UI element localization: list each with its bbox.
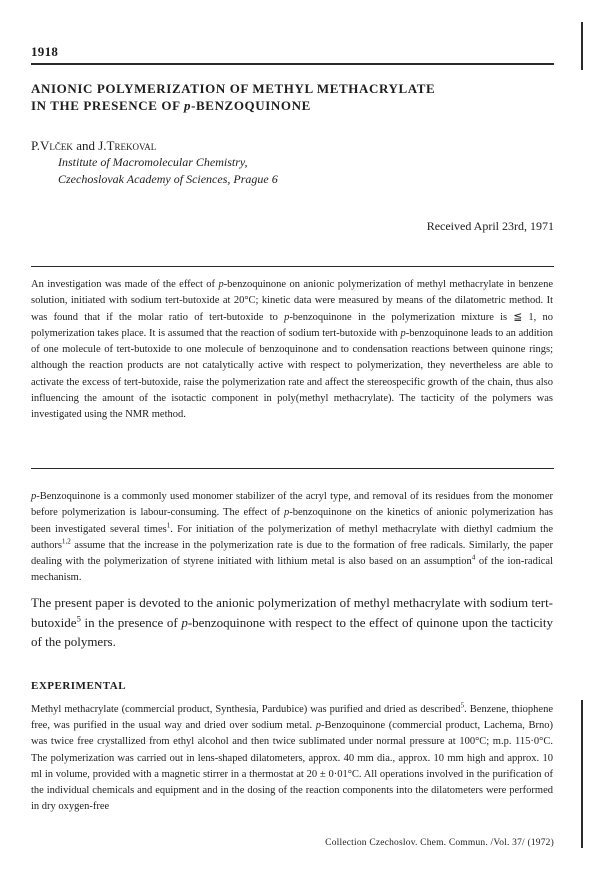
author-2-name: Trekoval bbox=[106, 138, 157, 153]
present-text-1: The present paper is devoted to the anionic polymerization of methyl methacrylate with sodium tert-butoxide bbox=[31, 595, 554, 630]
intro-text-1: -Benzoquinone is a commonly used monomer stabilizer of the acryl type, and removal of its residues from the monomer before polymerization is labour-consuming. The effect of bbox=[31, 491, 553, 519]
exp-text-1: Methyl methacrylate (commercial product, Synthesia, Pardubice) was purified and dried as described bbox=[31, 704, 461, 715]
abstract-text-1: An investigation was made of the effect of bbox=[31, 279, 219, 290]
abstract-rule-top bbox=[31, 266, 554, 267]
authors bbox=[31, 138, 156, 154]
intro-text-4: assume that the increase in the polymerization rate is due to the formation of free radicals. Similarly, the paper dealing with the polymerization of styrene initiated with lithium metal is also based on an assumption bbox=[31, 539, 553, 568]
abstract-para-2: p bbox=[284, 311, 290, 323]
abstract-para-1: p bbox=[218, 279, 224, 290]
header-rule bbox=[31, 63, 554, 65]
intro-paragraph bbox=[31, 489, 553, 587]
section-heading-experimental: EXPERIMENTAL bbox=[31, 680, 127, 692]
intro-text-3: . For initiation of the polymerization of methyl methacrylate with diethyl cadmium the authors bbox=[31, 523, 553, 551]
abstract-text-2: -benzoquinone on anionic polymerization of methyl methacrylate in benzene solution, initiated with sodium tert-butoxide at 20°C; kinetic data were measured by means of the dilatometric method. It was found that if the molar ratio of tert-butoxide to bbox=[31, 279, 553, 323]
abstract-text-4: -benzoquinone leads to an addition of one molecule of tert-butoxide to one molecule of benzoquinone and to condensation reactions between quinone rings; although the reaction products are not catalytically active with respect to polymerization, they nevertheless are able to activate the excess of tert-butoxide, raise the polymerization rate and affect the stereospecific growth of the chain, thus also influencing the amount of the isotactic component in poly(methyl methacrylate). The tacticity of the polymers was investigated using the NMR method. bbox=[31, 327, 553, 421]
present-text-3: -benzoquinone with respect to the effect of quinone upon the tacticity of the polymers. bbox=[31, 614, 553, 649]
title-line-2-end: -BENZOQUINONE bbox=[191, 98, 311, 113]
exp-text-3: -Benzoquinone (commercial product, Lachema, Brno) was twice free crystallized from ethyl alcohol and then twice sublimated under normal pressure at 100°C; m.p. 115·0°C. The polymerization was carried out in lens-shaped dilatometers, approx. 40 mm dia., approx. 10 mm high and approx. 10 ml in volume, provided with a magnetic stirrer in a thermostat at 20 ± 0·01°C. All operations involved in the purification of the individual chemicals and equipment and in the dosing of the reaction components into the dilatometers were performed in dry oxygen-free bbox=[31, 720, 553, 813]
present-para: p bbox=[181, 614, 188, 630]
present-ref-1: 5 bbox=[76, 613, 81, 624]
affiliation bbox=[58, 154, 278, 188]
abstract-text-3: -benzoquinone in the polymerization mixture is ≦ 1, no polymerization takes place. It is assumed that the reaction of sodium tert-butoxide with bbox=[31, 311, 553, 339]
intro-para-2: p bbox=[283, 507, 290, 519]
received-date: Received April 23rd, 1971 bbox=[426, 219, 554, 233]
intro-text-5: of the ion-radical mechanism. bbox=[31, 556, 553, 584]
abstract-para-3: p bbox=[400, 327, 406, 339]
author-1-initial: P. bbox=[31, 138, 41, 153]
article-title bbox=[31, 80, 435, 114]
intro-ref-1: 1 bbox=[166, 521, 171, 530]
title-line-2 bbox=[31, 97, 435, 114]
present-paper-paragraph bbox=[31, 593, 553, 652]
intro-para-1: p bbox=[31, 491, 37, 502]
affiliation-line-1: Institute of Macromolecular Chemistry, bbox=[58, 155, 248, 169]
journal-citation: Collection Czechoslov. Chem. Commun. /Vol. 37/ (1972) bbox=[325, 838, 554, 848]
page-number: 1918 bbox=[31, 44, 59, 59]
affiliation-line-2: Czechoslovak Academy of Sciences, Prague 6 bbox=[58, 172, 278, 186]
title-line-1: ANIONIC POLYMERIZATION OF METHYL METHACRYLATE bbox=[31, 81, 436, 96]
exp-text-2: . Benzene, thiophene free, was purified in the usual way and dried over sodium metal. bbox=[31, 704, 553, 732]
title-para-prefix: p bbox=[183, 98, 192, 113]
authors-conjunction: and bbox=[72, 138, 99, 153]
present-text-2: in the presence of bbox=[80, 614, 182, 630]
author-1-name: Vlček bbox=[40, 138, 73, 153]
author-2-initial: J. bbox=[98, 138, 107, 153]
intro-ref-2: 1,2 bbox=[61, 537, 71, 546]
abstract bbox=[31, 277, 553, 424]
abstract-rule-bottom bbox=[31, 468, 554, 469]
exp-ref-1: 5 bbox=[460, 701, 465, 710]
title-line-2-start: IN THE PRESENCE OF bbox=[31, 98, 184, 113]
margin-bar-bottom bbox=[581, 700, 583, 848]
intro-text-2: -benzoquinone on the kinetics of anionic polymerization has been investigated several times bbox=[31, 507, 554, 535]
margin-bar-top bbox=[581, 22, 583, 70]
experimental-paragraph bbox=[31, 702, 553, 815]
exp-para: p bbox=[315, 720, 322, 732]
intro-ref-3: 4 bbox=[471, 553, 476, 562]
